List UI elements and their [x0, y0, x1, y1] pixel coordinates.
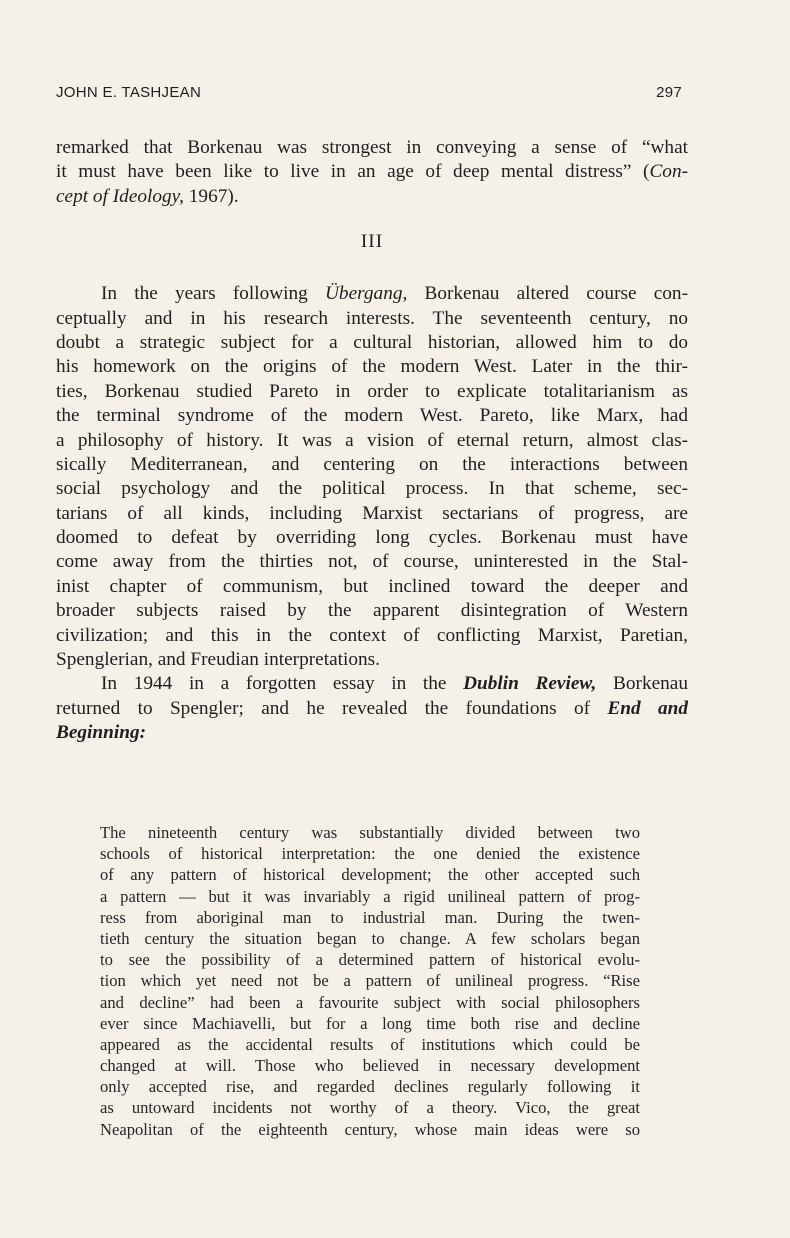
intro-line-2-italic: Con-	[649, 161, 688, 183]
para2-line: come away from the thirties not, of course, uninterested in the Stal-	[56, 551, 688, 573]
dublin-review-title: Dublin Review,	[463, 673, 597, 695]
quote-line: changed at will. Those who believed in necessary development	[100, 1056, 640, 1076]
intro-line-2	[56, 160, 688, 184]
para2-line: civilization; and this in the context of conflicting Marxist, Paretian,	[56, 624, 688, 646]
quote-line: a pattern — but it was invariably a rigid unilineal pattern of prog-	[100, 886, 640, 906]
para3-line-1-start: In 1944 in a forgotten essay in the	[101, 673, 464, 695]
para2-line: his homework on the origins of the modern West. Later in the thir-	[56, 356, 688, 378]
end-and-beginning-title-cont: Beginning:	[56, 722, 147, 744]
quote-line: only accepted rise, and regarded declines regularly following it	[100, 1077, 640, 1097]
para3-line-1-end: Borkenau	[596, 673, 688, 695]
para2-line: social psychology and the political process. In that scheme, sec-	[56, 478, 688, 500]
para2-line-1	[56, 282, 688, 306]
section-heading: III	[360, 231, 384, 253]
para2-line-last: Spenglerian, and Freudian interpretations.	[56, 649, 380, 671]
para2-line: the terminal syndrome of the modern West. Pareto, like Marx, had	[56, 405, 688, 427]
end-and-beginning-title: End and	[607, 697, 688, 719]
page-number: 297	[656, 84, 682, 101]
para2-line: inist chapter of communism, but inclined toward the deeper and	[56, 575, 688, 597]
para2-line: tarians of all kinds, including Marxist sectarians of progress, are	[56, 502, 688, 524]
para2-line: doubt a strategic subject for a cultural historian, allowed him to do	[56, 331, 688, 353]
para2-line: sically Mediterranean, and centering on the interactions between	[56, 453, 688, 475]
quote-line: The nineteenth century was substantially divided between two	[100, 823, 640, 842]
quote-line: ever since Machiavelli, but for a long time both rise and decline	[100, 1013, 640, 1033]
para2-line: ceptually and in his research interests. The seventeenth century, no	[56, 307, 688, 329]
para2-line: a philosophy of history. It was a vision of eternal return, almost clas-	[56, 429, 688, 451]
main-text	[56, 136, 688, 746]
para3-line-2	[56, 697, 688, 721]
quote-line: schools of historical interpretation: the one denied the existence	[100, 844, 640, 864]
quote-line: of any pattern of historical development; the other accepted such	[100, 865, 640, 885]
quote-line: and decline” had been a favourite subject with social philosophers	[100, 992, 640, 1012]
quote-line: tieth century the situation began to change. A few scholars began	[100, 928, 640, 948]
quote-line: to see the possibility of a determined pattern of historical evolu-	[100, 950, 640, 970]
para2-line-1-start: In the years following	[101, 283, 325, 305]
para3-line-3	[56, 721, 688, 745]
quote-line: as untoward incidents not worthy of a theory. Vico, the great	[100, 1098, 640, 1118]
running-header-author: JOHN E. TASHJEAN	[56, 84, 202, 101]
intro-line-3-text: 1967).	[183, 185, 239, 207]
para3-line-1	[56, 672, 688, 696]
para2-line-1-end: Borkenau altered course con-	[407, 283, 688, 305]
intro-line-1: remarked that Borkenau was strongest in conveying a sense of “what	[56, 137, 688, 158]
quote-line: tion which yet need not be a pattern of unilineal progress. “Rise	[100, 971, 640, 991]
block-quote	[100, 822, 640, 1140]
intro-line-2-text: it must have been like to live in an age of deep mental distress” (	[56, 161, 650, 183]
para2-line: broader subjects raised by the apparent disintegration of Western	[56, 600, 688, 622]
para2-line-1-italic: Übergang,	[325, 283, 408, 305]
quote-line: appeared as the accidental results of institutions which could be	[100, 1034, 640, 1054]
quote-line: ress from aboriginal man to industrial man. During the twen-	[100, 907, 640, 927]
intro-line-3-italic: cept of Ideology,	[56, 185, 184, 207]
para2-line: doomed to defeat by overriding long cycles. Borkenau must have	[56, 527, 688, 549]
para2-line: ties, Borkenau studied Pareto in order to explicate totalitarianism as	[56, 380, 688, 402]
quote-line: Neapolitan of the eighteenth century, whose main ideas were so	[100, 1119, 640, 1139]
intro-line-3	[56, 185, 688, 209]
para3-line-2-start: returned to Spengler; and he revealed the foundations of	[56, 697, 608, 719]
